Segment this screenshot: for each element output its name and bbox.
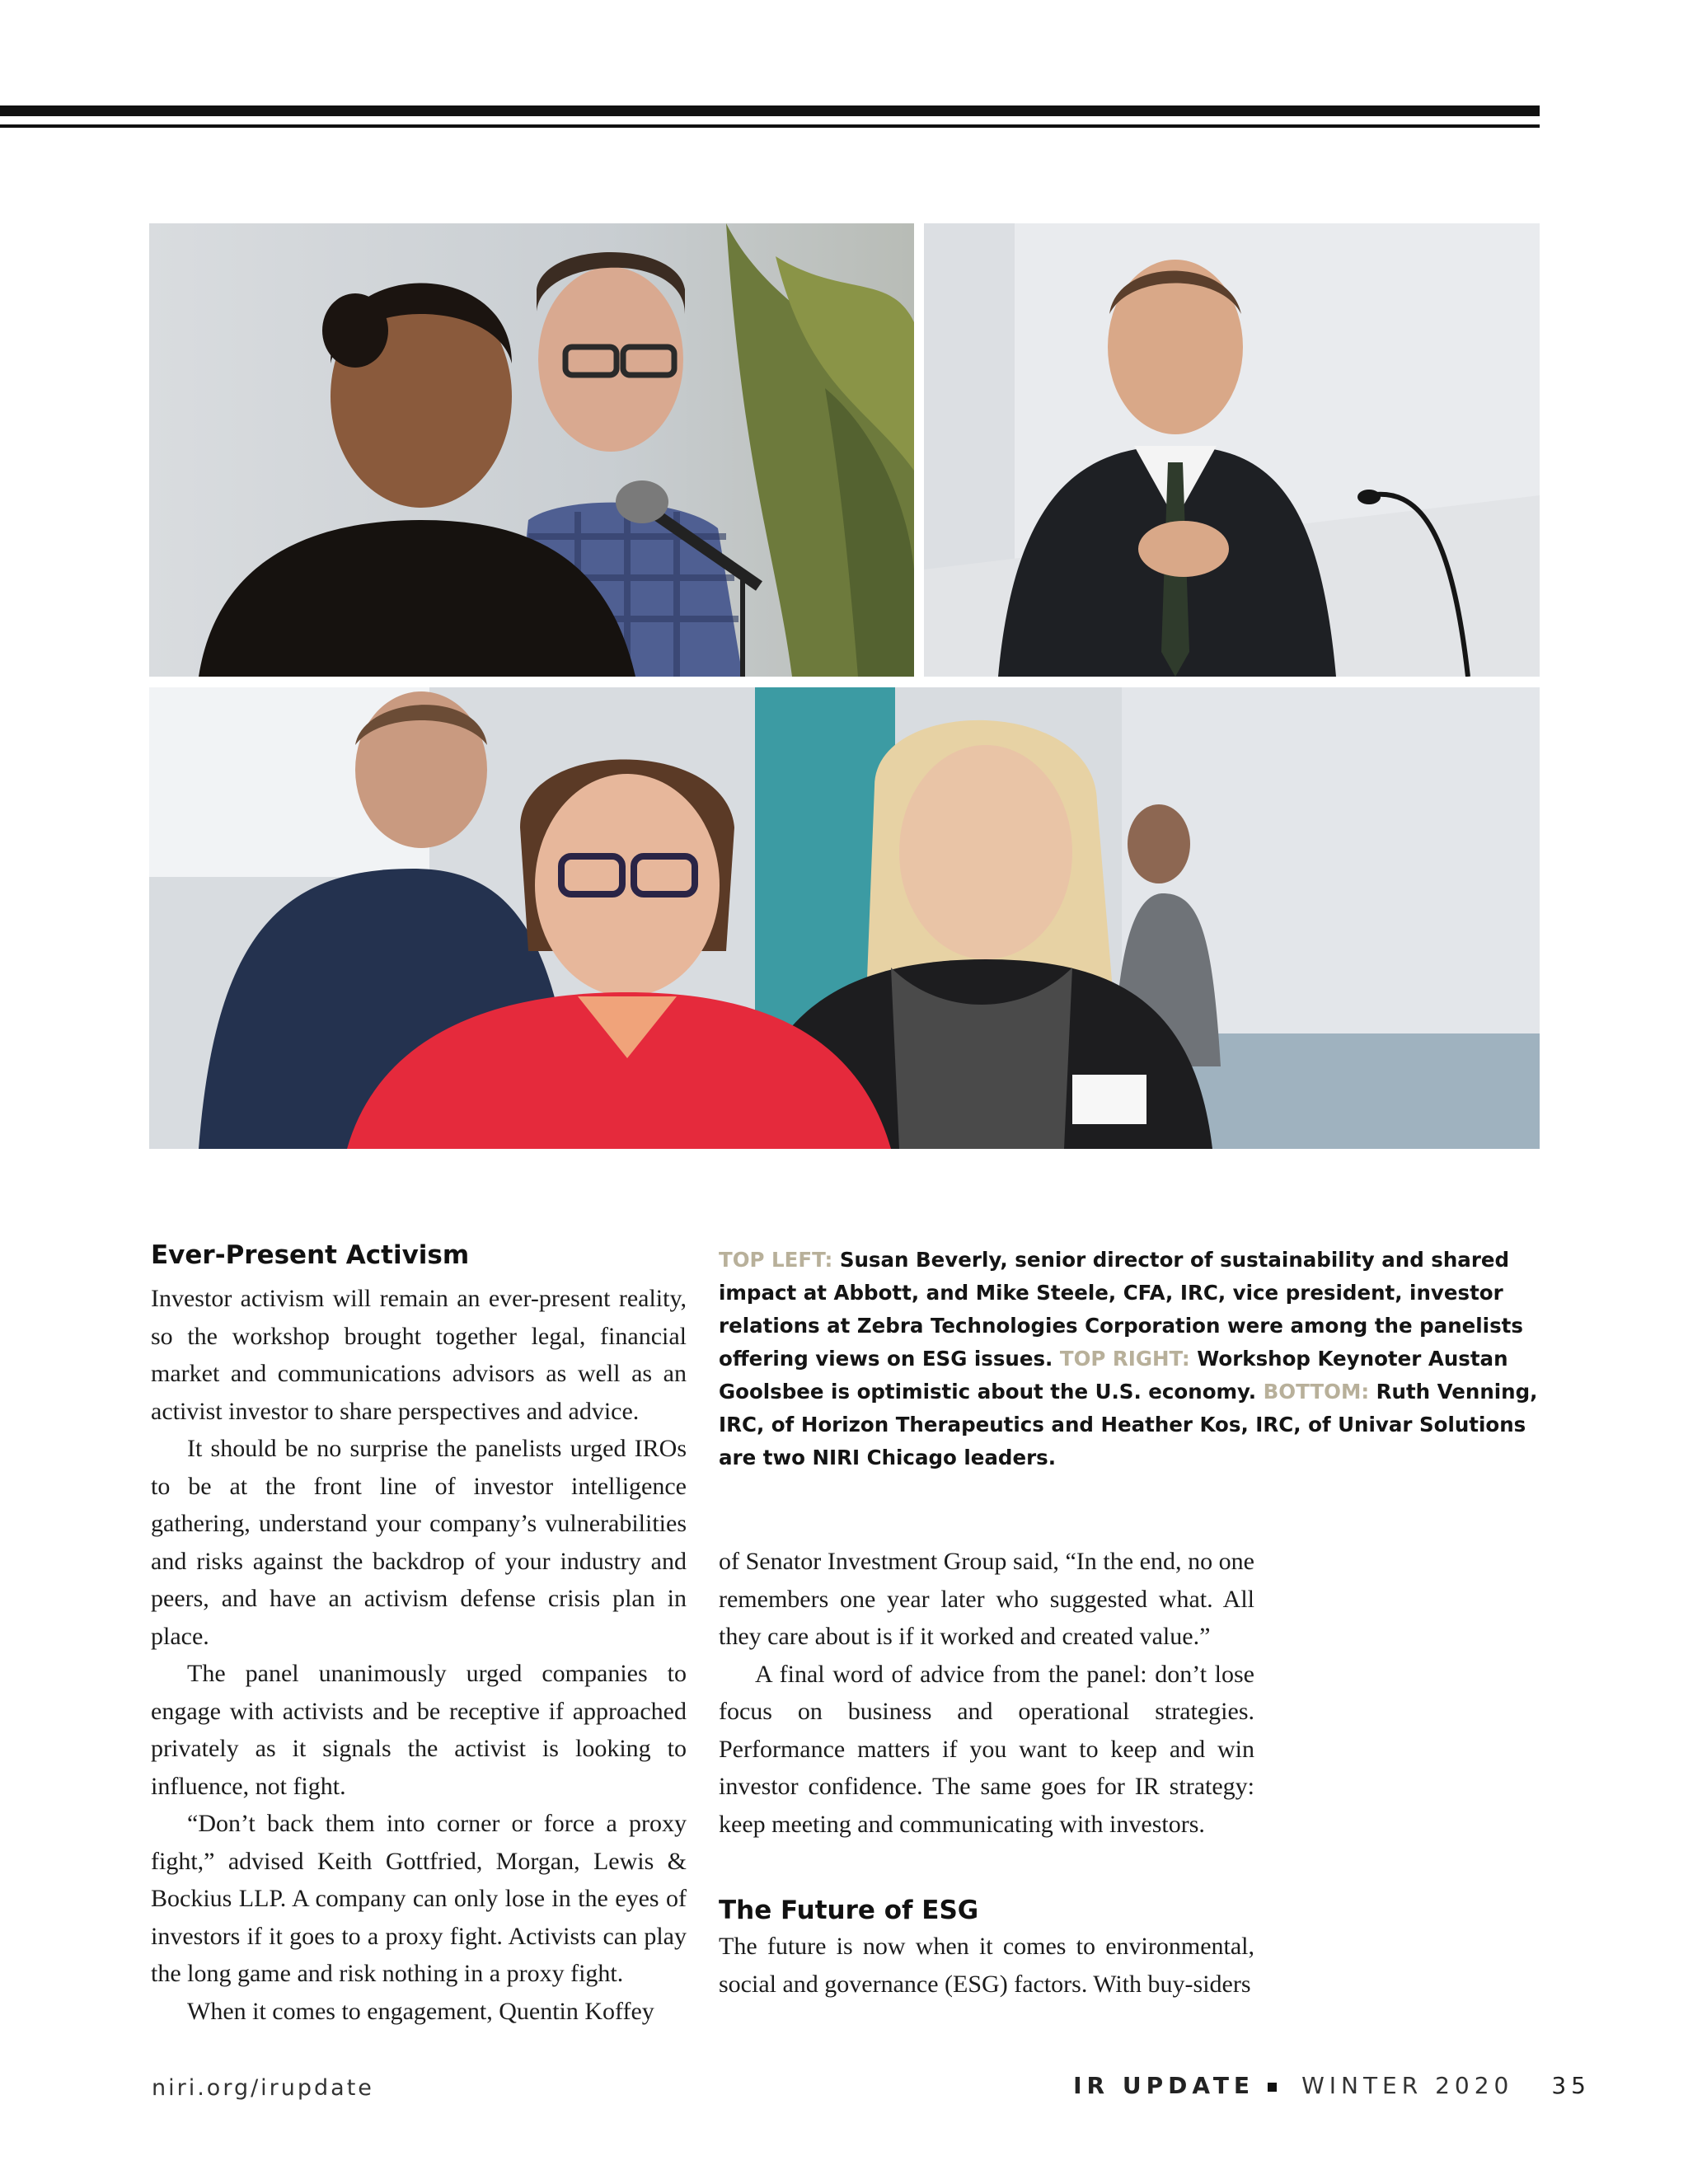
- header-rule-thick: [0, 105, 1540, 116]
- caption-text-top-right: Workshop Keynoter Austan Goolsbee is optimistic about the U.S. economy.: [719, 1347, 1508, 1404]
- paragraph: The panel unanimously urged companies to engage with activists and be receptive if approached privately as it signals the activist is looking to influence, not fight.: [151, 1660, 687, 1800]
- column-right: [719, 1543, 1254, 1843]
- footer-folio: [1073, 2072, 1591, 2099]
- paragraph: A final word of advice from the panel: don’t lose focus on business and operational strategies. Performance matters if you want to keep and win investor confidence. The same goes for IR strategy: keep meeting and communicating with investors.: [719, 1660, 1254, 1838]
- paragraph: When it comes to engagement, Quentin Koffey: [187, 1997, 654, 2025]
- footer-season: WINTER 2020: [1301, 2072, 1514, 2099]
- paragraph: Investor activism will remain an ever-present reality, so the workshop brought together legal, financial market and communications advisors as well as an activist investor to share perspectives and advice.: [151, 1285, 687, 1425]
- column-right-esg: [719, 1928, 1254, 2003]
- caption-text-top-left: Susan Beverly, senior director of sustainability and shared impact at Abbott, and Mike Steele, CFA, IRC, vice president, investor relations at Zebra Technologies Corporation were among the panelists offering views on ESG issues.: [719, 1248, 1523, 1371]
- paragraph: of Senator Investment Group said, “In the end, no one remembers one year later who suggested what. All they care about is if it worked and created value.”: [719, 1548, 1254, 1650]
- footer-publication: IR UPDATE: [1073, 2072, 1255, 2099]
- caption-label-top-left: TOP LEFT:: [719, 1248, 833, 1272]
- photo-panelists: [149, 223, 914, 677]
- paragraph: “Don’t back them into corner or force a proxy fight,” advised Keith Gottfried, Morgan, Lewis & Bockius LLP. A company can only lose in the eyes of investors if it goes to a proxy fight. Activists can play the long game and risk nothing in a proxy fight.: [151, 1810, 687, 1987]
- caption-text-bottom: Ruth Venning, IRC, of Horizon Therapeutics and Heather Kos, IRC, of Univar Solutions are two NIRI Chicago leaders.: [719, 1380, 1538, 1469]
- column-left: [151, 1280, 687, 2030]
- photo-chicago-leaders: [149, 687, 1540, 1149]
- header-rule-thin: [0, 124, 1540, 128]
- footer-url: niri.org/irupdate: [152, 2075, 374, 2101]
- page-number: 35: [1551, 2072, 1591, 2099]
- section-heading-activism: Ever-Present Activism: [151, 1240, 470, 1270]
- section-heading-esg: The Future of ESG: [719, 1896, 979, 1925]
- caption-label-bottom: BOTTOM:: [1263, 1380, 1370, 1404]
- caption-label-top-right: TOP RIGHT:: [1059, 1347, 1190, 1371]
- bullet-separator: [1268, 2083, 1277, 2092]
- paragraph: It should be no surprise the panelists urged IROs to be at the front line of investor intelligence gathering, understand your company’s vulnerabilities and risks against the backdrop of your industry and peers, and have an activism defense crisis plan in place.: [151, 1435, 687, 1650]
- paragraph: The future is now when it comes to environmental, social and governance (ESG) factors. With buy-siders: [719, 1933, 1254, 1998]
- photo-keynote-speaker: [924, 223, 1540, 677]
- photo-caption: [719, 1244, 1543, 1474]
